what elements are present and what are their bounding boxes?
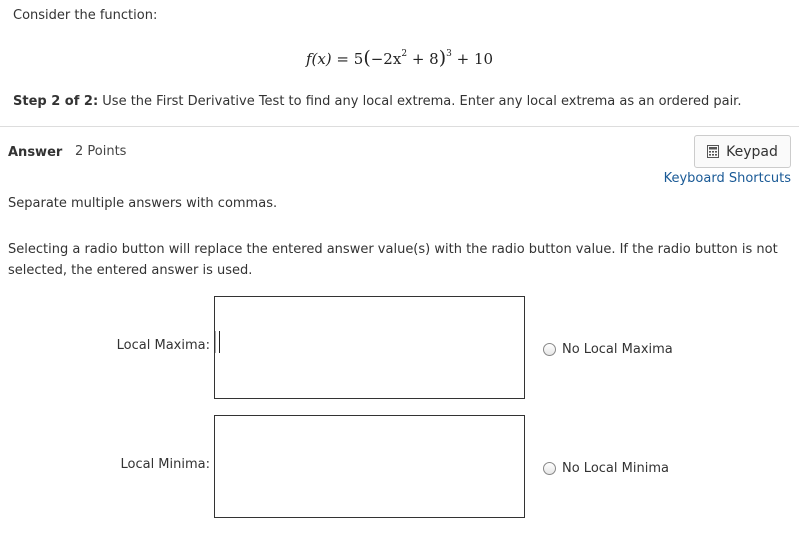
question-panel <box>0 0 799 127</box>
no-local-maxima-label: No Local Maxima <box>562 342 673 357</box>
function-formula <box>0 47 799 69</box>
keypad-button[interactable] <box>694 135 791 168</box>
step-number: Step 2 of 2: <box>13 94 99 109</box>
input-cursor-guide <box>215 331 218 353</box>
formula-lhs: f(x) <box>305 50 332 68</box>
points-value: 2 Points <box>75 144 127 159</box>
step-instruction <box>13 94 741 109</box>
radio-button-note: Selecting a radio button will replace the entered answer value(s) with the radio button value. If the radio button is not selected, the entered answer is used. <box>8 242 778 278</box>
text-caret <box>219 331 220 353</box>
formula-inner: −2x <box>370 50 402 68</box>
formula-open-paren: ( <box>363 47 371 69</box>
formula-outer-exponent: 3 <box>446 49 452 59</box>
radio-unchecked-icon[interactable] <box>543 462 556 475</box>
question-prompt: Consider the function: <box>13 8 158 23</box>
keyboard-shortcuts-link[interactable]: Keyboard Shortcuts <box>663 171 791 186</box>
local-minima-input[interactable] <box>214 415 525 518</box>
step-text: Use the First Derivative Test to find any local extrema. Enter any local extrema as an ordered pair. <box>98 94 742 109</box>
local-maxima-label: Local Maxima: <box>116 338 210 353</box>
local-maxima-input[interactable] <box>214 296 525 399</box>
radio-unchecked-icon[interactable] <box>543 343 556 356</box>
formula-tail: + 10 <box>451 50 494 68</box>
separate-answers-note: Separate multiple answers with commas. <box>8 196 278 211</box>
formula-close-paren: ) <box>438 47 447 69</box>
no-local-minima-label: No Local Minima <box>562 461 669 476</box>
answer-heading: Answer <box>8 145 63 160</box>
no-local-minima-radio[interactable] <box>543 461 669 476</box>
formula-inner-rest: + 8 <box>407 50 439 68</box>
keypad-label: Keypad <box>726 143 778 160</box>
calculator-icon <box>707 145 719 158</box>
no-local-maxima-radio[interactable] <box>543 342 673 357</box>
local-minima-label: Local Minima: <box>120 457 210 472</box>
formula-inner-exponent: 2 <box>401 49 408 59</box>
formula-eq: = 5 <box>331 50 364 68</box>
